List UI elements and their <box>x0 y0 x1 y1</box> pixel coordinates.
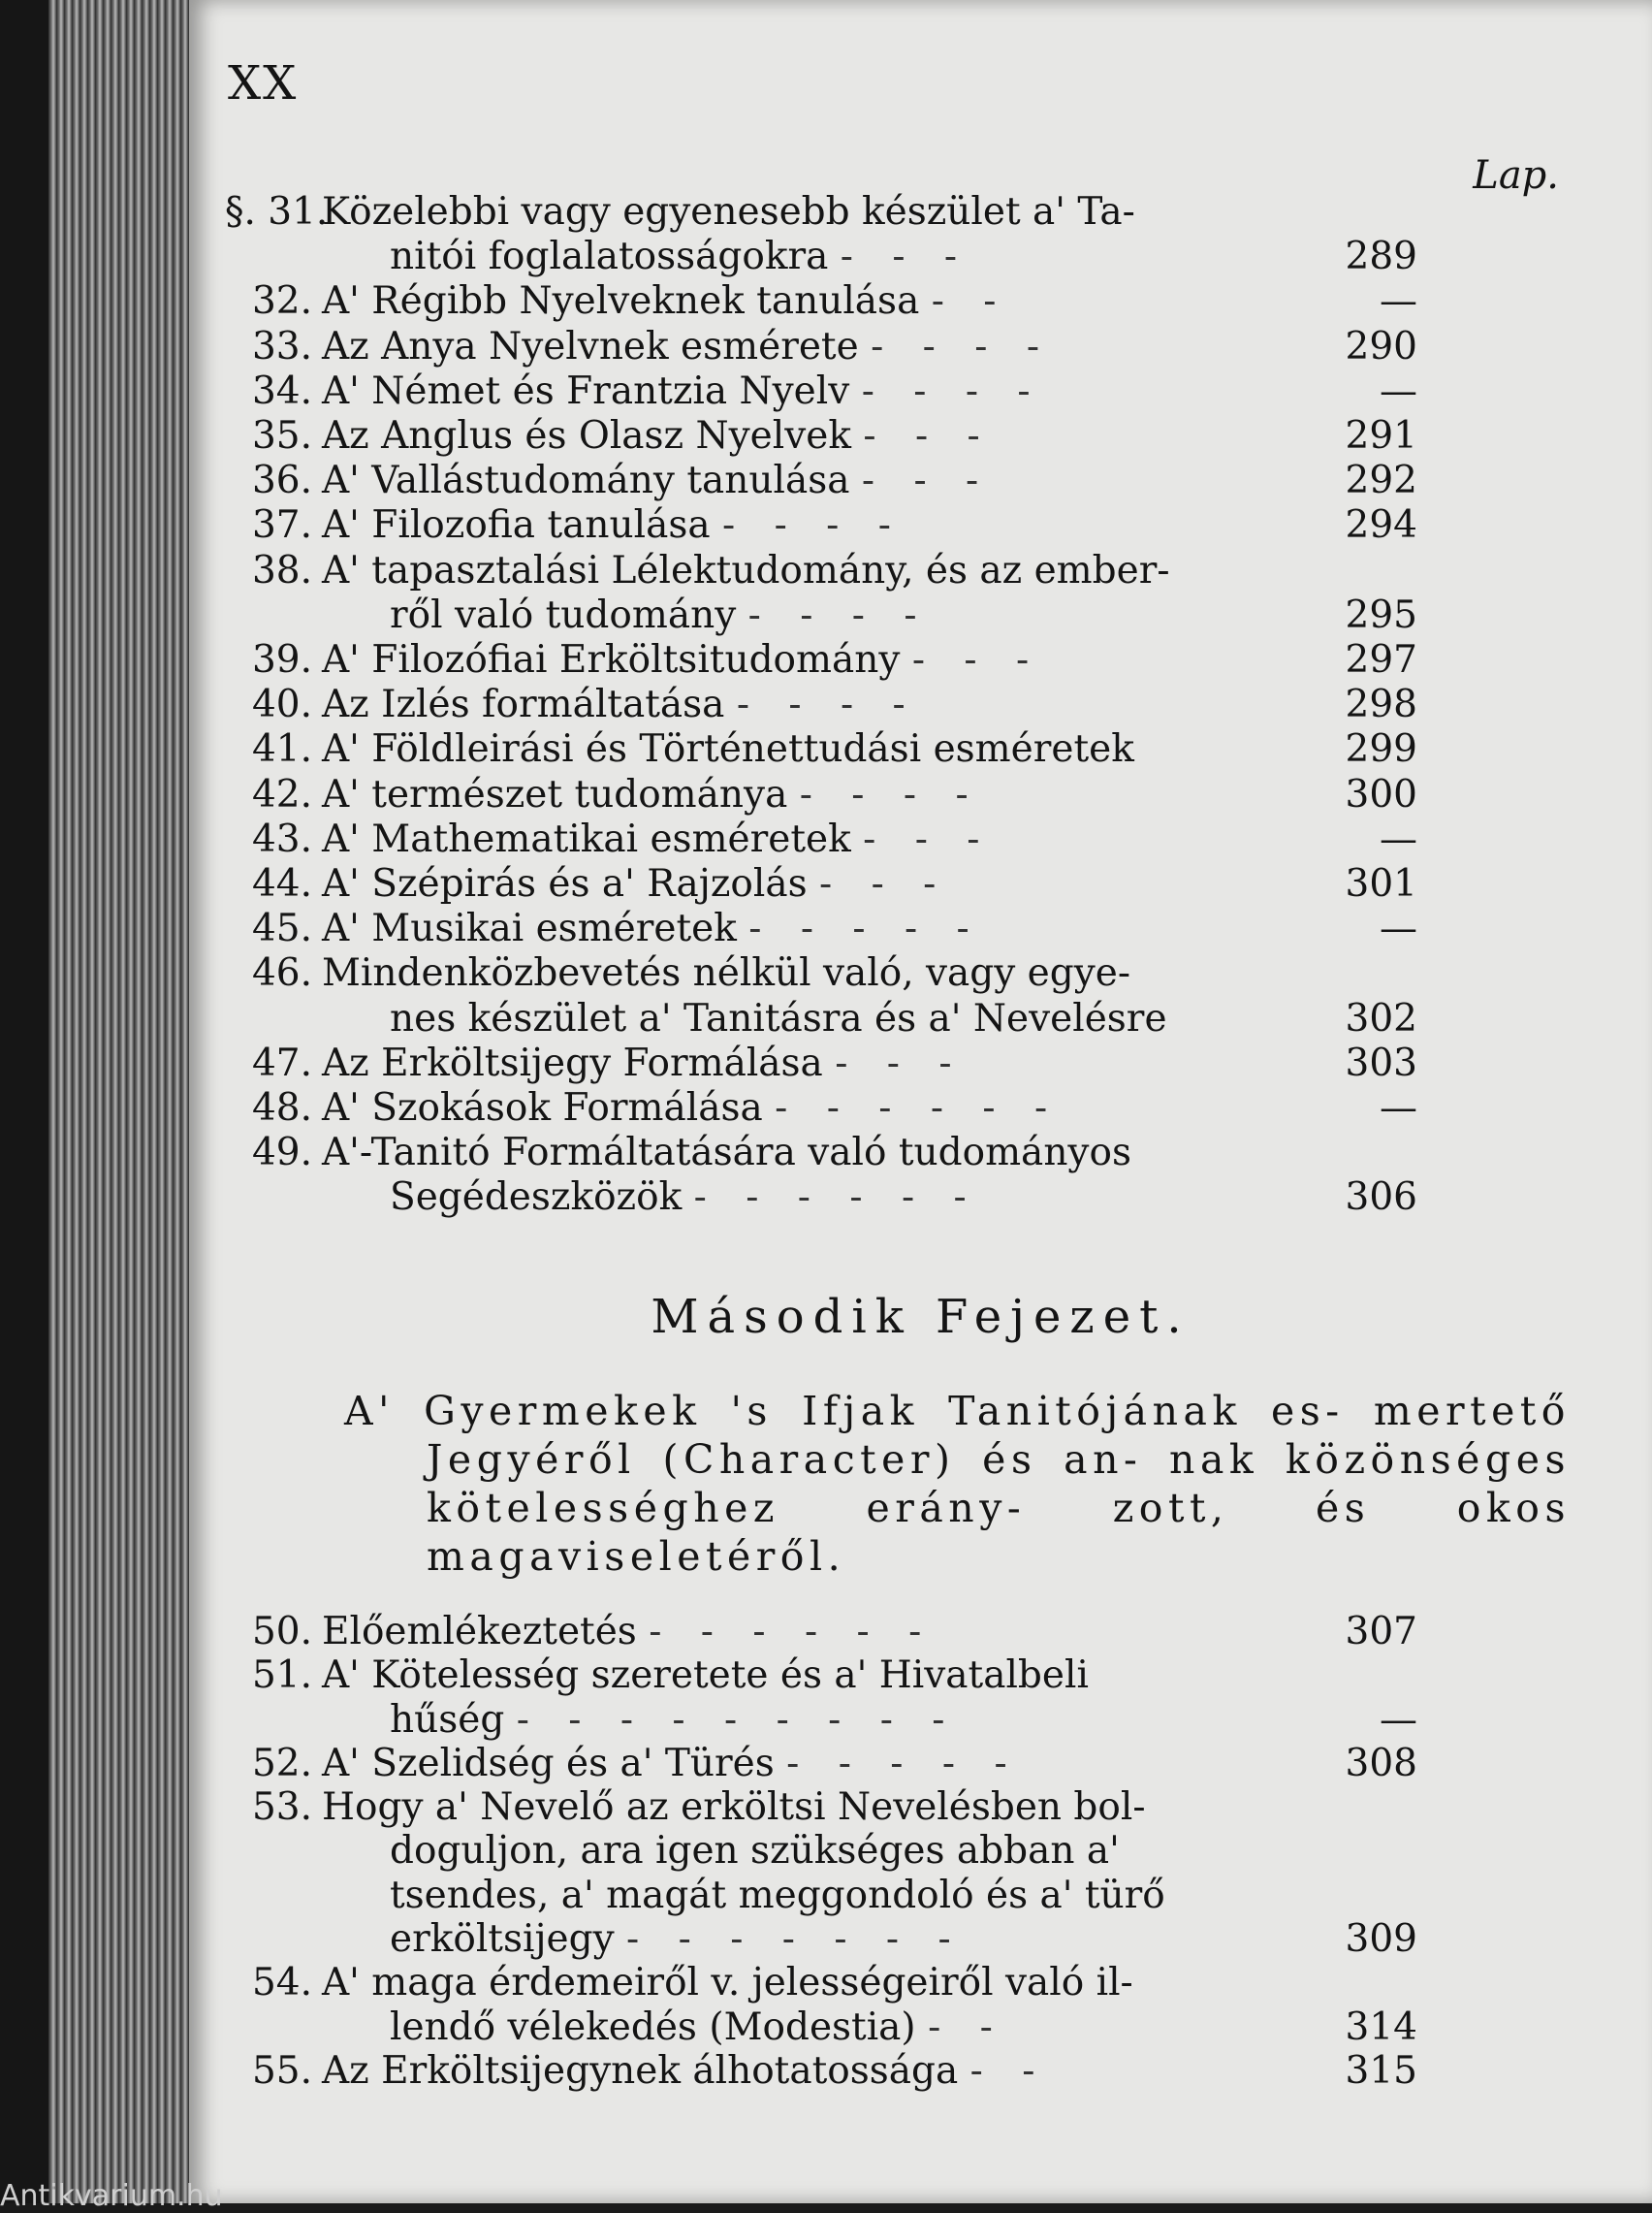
toc-entry-title <box>322 593 1330 638</box>
toc-page-number: — <box>1380 279 1417 324</box>
chapter-subtitle: A' Gyermekek 's Ifjak Tanitójának es- mertető Jegyéről (Character) és an- nak közönséges kötelességhez erány- zott, és okos magaviseletéről. <box>344 1388 1571 1580</box>
toc-row <box>225 235 1417 279</box>
toc-section-number: 44. <box>251 862 312 907</box>
toc-page-number: 289 <box>1345 235 1417 279</box>
toc-entry-title <box>322 997 1330 1042</box>
table-of-contents-part-2 <box>225 1610 1417 2093</box>
toc-entry-title <box>322 773 1330 818</box>
toc-entry-text: A' Vallástudomány tanulása <box>322 459 850 503</box>
toc-entry-text: A' tapasztalási Lélektudomány, és az ember- <box>322 548 1170 593</box>
toc-leader-dashes: - - - <box>840 235 971 279</box>
toc-entry-title <box>322 727 1330 772</box>
toc-entry-title <box>322 549 1330 593</box>
toc-section-number: 39. <box>251 638 312 683</box>
toc-section-number: 47. <box>251 1041 312 1085</box>
toc-row <box>225 503 1417 548</box>
toc-row <box>225 1175 1417 1220</box>
toc-entry-text: erköltsijegy <box>390 1917 615 1962</box>
toc-entry-title <box>322 1917 1330 1961</box>
toc-entry-text: A' Filozofia tanulása <box>322 503 711 548</box>
toc-page-number: 306 <box>1345 1175 1417 1220</box>
toc-entry-text: A' maga érdemeiről v. jelességeiről való il- <box>322 1961 1133 2005</box>
toc-page-number: — <box>1380 907 1417 951</box>
toc-leader-dashes: - - - <box>861 459 993 503</box>
toc-page-number: 297 <box>1345 638 1417 683</box>
toc-entry-title <box>322 190 1330 235</box>
toc-page-number: 309 <box>1345 1917 1417 1962</box>
toc-page-number: 294 <box>1345 503 1417 548</box>
toc-entry-text: Az Anya Nyelvnek esmérete <box>322 324 859 369</box>
toc-entry-title <box>322 503 1330 548</box>
page-number: XX <box>228 56 299 111</box>
toc-entry-text: nitói foglalatosságokra <box>390 235 829 279</box>
toc-row <box>225 1874 1417 1917</box>
toc-page-number: 300 <box>1345 772 1417 817</box>
toc-entry-text: A' Német és Frantzia Nyelv <box>322 369 850 413</box>
toc-leader-dashes: - - <box>928 2005 1006 2049</box>
toc-section-number: 41. <box>251 727 312 772</box>
toc-leader-dashes: - - - - - - <box>775 1086 1062 1131</box>
toc-section-number: 52. <box>251 1741 312 1785</box>
toc-leader-dashes: - - - - <box>799 772 982 817</box>
toc-page-number: 314 <box>1345 2005 1417 2049</box>
toc-entry-text: Az Izlés formáltatása <box>322 683 725 727</box>
toc-row <box>225 369 1417 414</box>
toc-entry-title <box>322 235 1330 279</box>
toc-leader-dashes: - - - - - <box>786 1741 1021 1785</box>
table-of-contents-part-1 <box>225 190 1417 1221</box>
toc-entry-text: tsendes, a' magát meggondoló és a' türő <box>390 1873 1165 1917</box>
toc-section-number: 51. <box>251 1653 312 1698</box>
toc-leader-dashes: - - - - <box>736 683 919 727</box>
toc-section-number: 42. <box>251 772 312 817</box>
toc-page-number: — <box>1380 817 1417 861</box>
toc-row <box>225 190 1417 235</box>
toc-leader-dashes: - - - <box>911 638 1043 683</box>
toc-row <box>225 638 1417 683</box>
toc-leader-dashes: - - - - <box>861 369 1044 413</box>
toc-section-number: 45. <box>251 907 312 951</box>
toc-leader-dashes: - - <box>969 2048 1049 2093</box>
toc-entry-title <box>322 1131 1330 1175</box>
toc-row <box>225 907 1417 951</box>
toc-entry-text: ről való tudomány <box>390 593 737 637</box>
toc-row <box>225 1698 1417 1742</box>
toc-leader-dashes: - - - - - - - <box>626 1917 965 1962</box>
toc-entry-title <box>322 1042 1330 1086</box>
toc-row <box>225 1742 1417 1785</box>
toc-row <box>225 459 1417 503</box>
toc-row <box>225 1829 1417 1873</box>
toc-row <box>225 325 1417 369</box>
toc-section-number: §. 31. <box>225 190 329 234</box>
toc-page-number: — <box>1380 1086 1417 1131</box>
toc-entry-title <box>322 1874 1330 1917</box>
toc-page-number: 299 <box>1345 727 1417 772</box>
toc-entry-text: hűség <box>390 1697 505 1742</box>
toc-section-number: 32. <box>251 279 312 324</box>
toc-entry-text: A' természet tudománya <box>322 772 788 817</box>
toc-row <box>225 279 1417 324</box>
toc-leader-dashes: - - - - - <box>748 907 983 951</box>
toc-entry-title <box>322 951 1330 996</box>
toc-page-number: 315 <box>1345 2048 1417 2093</box>
toc-row <box>225 1042 1417 1086</box>
toc-section-number: 50. <box>251 1610 312 1653</box>
toc-entry-text: A' Szépirás és a' Rajzolás <box>322 862 808 907</box>
toc-row <box>225 818 1417 862</box>
toc-entry-text: Előemlékeztetés <box>322 1610 637 1653</box>
toc-entry-title <box>322 1961 1330 2005</box>
toc-row <box>225 1610 1417 1653</box>
toc-row <box>225 773 1417 818</box>
toc-section-number: 54. <box>251 1961 312 2005</box>
toc-entry-title <box>322 2049 1330 2093</box>
toc-row <box>225 683 1417 727</box>
toc-entry-text: Az Erköltsijegy Formálása <box>322 1041 823 1085</box>
toc-entry-text: A' Szokások Formálása <box>322 1086 763 1131</box>
toc-leader-dashes: - - - - - - <box>649 1610 936 1653</box>
toc-section-number: 33. <box>251 324 312 369</box>
toc-row <box>225 414 1417 459</box>
toc-entry-title <box>322 1742 1330 1785</box>
toc-page-number: 295 <box>1345 593 1417 637</box>
toc-entry-title <box>322 1829 1330 1873</box>
toc-row <box>225 1086 1417 1131</box>
toc-leader-dashes: - - - - <box>871 324 1053 369</box>
toc-entry-text: A' Filozófiai Erköltsitudomány <box>322 638 901 683</box>
toc-entry-title <box>322 907 1330 951</box>
toc-section-number: 38. <box>251 548 312 593</box>
page-edges <box>48 0 194 2203</box>
watermark: Antikvarium.hu <box>0 2179 223 2213</box>
toc-row <box>225 997 1417 1042</box>
toc-section-number: 55. <box>251 2048 312 2093</box>
toc-row <box>225 1653 1417 1697</box>
toc-section-number: 36. <box>251 459 312 503</box>
toc-entry-text: A' Földleirási és Történettudási esméretek <box>322 727 1134 772</box>
toc-entry-title <box>322 1175 1330 1220</box>
toc-entry-text: Közelebbi vagy egyenesebb készület a' Ta- <box>322 190 1135 234</box>
toc-row <box>225 1917 1417 1961</box>
toc-leader-dashes: - - <box>931 279 1010 324</box>
toc-page-number: 301 <box>1345 862 1417 907</box>
toc-section-number: 43. <box>251 817 312 861</box>
toc-leader-dashes: - - - <box>863 817 994 861</box>
toc-section-number: 37. <box>251 503 312 548</box>
toc-row <box>225 951 1417 996</box>
toc-leader-dashes: - - - - - - - - - <box>516 1697 959 1742</box>
toc-row <box>225 593 1417 638</box>
toc-section-number: 48. <box>251 1086 312 1131</box>
toc-page-number: 290 <box>1345 324 1417 369</box>
toc-row <box>225 727 1417 772</box>
toc-entry-title <box>322 818 1330 862</box>
toc-entry-title <box>322 414 1330 459</box>
toc-entry-text: A' Mathematikai esméretek <box>322 817 851 861</box>
toc-row <box>225 2005 1417 2049</box>
toc-row <box>225 1961 1417 2005</box>
chapter-heading: Második Fejezet. <box>651 1290 1191 1344</box>
toc-entry-text: Mindenközbevetés nélkül való, vagy egye- <box>322 951 1131 996</box>
toc-entry-title <box>322 459 1330 503</box>
toc-page-number: 307 <box>1345 1610 1417 1653</box>
toc-section-number: 49. <box>251 1131 312 1175</box>
toc-entry-text: A' Musikai esméretek <box>322 907 737 951</box>
toc-section-number: 34. <box>251 369 312 413</box>
toc-entry-title <box>322 1653 1330 1697</box>
toc-entry-text: A' Kötelesség szeretete és a' Hivatalbeli <box>322 1653 1089 1698</box>
toc-entry-title <box>322 638 1330 683</box>
toc-entry-text: Az Anglus és Olasz Nyelvek <box>322 414 851 459</box>
toc-entry-title <box>322 369 1330 414</box>
toc-entry-title <box>322 1698 1330 1742</box>
toc-entry-title <box>322 279 1330 324</box>
toc-section-number: 35. <box>251 414 312 459</box>
toc-entry-title <box>322 1086 1330 1131</box>
toc-entry-title <box>322 2005 1330 2049</box>
toc-leader-dashes: - - - <box>863 414 994 459</box>
toc-leader-dashes: - - - - <box>722 503 905 548</box>
toc-entry-text: Segédeszközök <box>390 1175 683 1220</box>
toc-entry-text: A' Régibb Nyelveknek tanulása <box>322 279 920 324</box>
toc-row <box>225 2049 1417 2093</box>
toc-page-number: 298 <box>1345 683 1417 727</box>
toc-row <box>225 549 1417 593</box>
toc-entry-text: doguljon, ara igen szükséges abban a' <box>390 1829 1120 1874</box>
toc-section-number: 53. <box>251 1785 312 1830</box>
toc-page-number: 291 <box>1345 414 1417 459</box>
toc-page-number: 292 <box>1345 459 1417 503</box>
toc-section-number: 40. <box>251 683 312 727</box>
toc-leader-dashes: - - - <box>819 862 950 907</box>
toc-leader-dashes: - - - - <box>747 593 931 637</box>
toc-row <box>225 1785 1417 1829</box>
toc-row <box>225 1131 1417 1175</box>
toc-entry-text: nes készület a' Tanitásra és a' Nevelésre <box>390 996 1167 1041</box>
toc-page-number: 302 <box>1345 996 1417 1041</box>
toc-entry-title <box>322 683 1330 727</box>
toc-entry-text: Hogy a' Nevelő az erköltsi Nevelésben bol- <box>322 1785 1146 1830</box>
toc-leader-dashes: - - - <box>835 1041 966 1085</box>
toc-entry-title <box>322 862 1330 907</box>
toc-row <box>225 862 1417 907</box>
toc-entry-title <box>322 1785 1330 1829</box>
toc-section-number: 46. <box>251 951 312 996</box>
toc-entry-text: A' Szelidség és a' Türés <box>322 1741 775 1785</box>
toc-page-number: — <box>1380 369 1417 413</box>
toc-entry-text: A'-Tanitó Formáltatására való tudományos <box>322 1131 1131 1175</box>
toc-entry-title <box>322 1610 1330 1653</box>
toc-page-number: 303 <box>1345 1041 1417 1085</box>
toc-entry-text: lendő vélekedés (Modestia) <box>390 2005 916 2049</box>
lap-column-label: Lap. <box>1473 153 1559 198</box>
toc-page-number: 308 <box>1345 1741 1417 1785</box>
toc-entry-text: Az Erköltsijegynek álhotatossága <box>322 2048 959 2093</box>
toc-leader-dashes: - - - - - - <box>693 1175 980 1220</box>
toc-page-number: — <box>1380 1697 1417 1742</box>
toc-entry-title <box>322 325 1330 369</box>
